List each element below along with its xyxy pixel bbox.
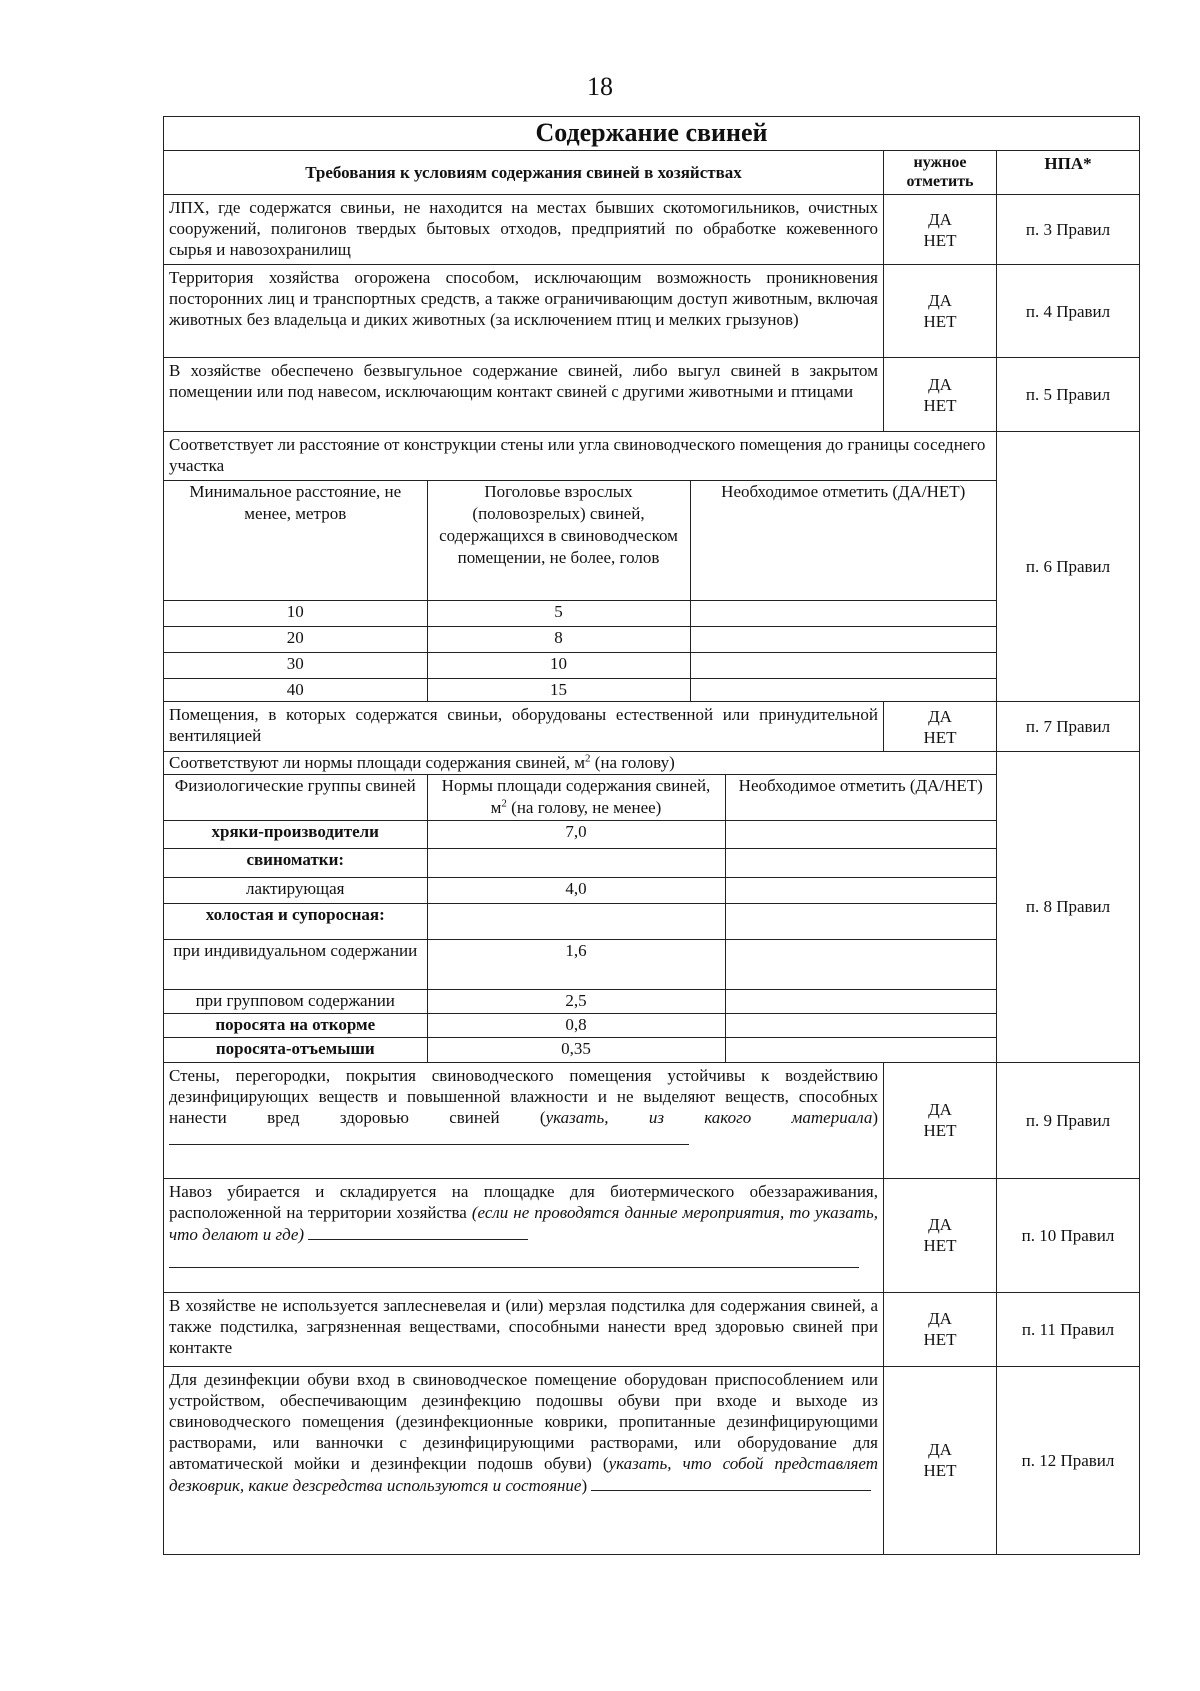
area-question-text: Соответствуют ли нормы площади содержания свиней, м bbox=[169, 753, 586, 772]
mark-cell[interactable] bbox=[690, 679, 996, 702]
yes-no-choice[interactable] bbox=[884, 1062, 997, 1178]
mark-cell[interactable] bbox=[725, 1038, 996, 1062]
requirement-text bbox=[164, 1366, 884, 1554]
yes-no-choice[interactable] bbox=[884, 702, 997, 752]
group-name: хряки-производители bbox=[164, 821, 427, 849]
yes-no-choice[interactable] bbox=[884, 195, 997, 265]
yes-no-choice[interactable] bbox=[884, 265, 997, 358]
manure-answer-line[interactable] bbox=[308, 1223, 528, 1240]
area-question-tail: (на голову) bbox=[590, 753, 675, 772]
norm-value: 1,6 bbox=[427, 940, 725, 990]
npa-reference: п. 11 Правил bbox=[997, 1292, 1140, 1366]
area-block bbox=[164, 752, 997, 1063]
yes-option[interactable]: ДА bbox=[928, 291, 952, 310]
mark-cell[interactable] bbox=[725, 904, 996, 940]
distance-question: Соответствует ли расстояние от конструкции стены или угла свиноводческого помещения до границы соседнего участка bbox=[169, 435, 986, 475]
bedding-row bbox=[164, 1292, 1140, 1366]
yes-option[interactable]: ДА bbox=[928, 1309, 952, 1328]
requirements-header: Требования к условиям содержания свиней в хозяйствах bbox=[164, 151, 884, 195]
mark-header bbox=[884, 151, 997, 195]
area-question bbox=[164, 752, 996, 774]
ventilation-row bbox=[164, 702, 1140, 752]
requirement-text: Помещения, в которых содержатся свиньи, оборудованы естественной или принудительной вентиляцией bbox=[164, 702, 884, 752]
walls-instruction: указать, из какого материала bbox=[545, 1107, 873, 1127]
norm-col-header bbox=[427, 775, 725, 821]
area-question-sup: 2 bbox=[585, 752, 591, 765]
requirement-text: В хозяйстве не используется заплесневелая и (или) мерзлая подстилка для содержания свиней, а также подстилка, загрязненная веществами, способными нанести вред здоровью свиней при контакте bbox=[164, 1292, 884, 1366]
npa-reference: п. 10 Правил bbox=[997, 1178, 1140, 1292]
mark-col-header: Необходимое отметить (ДА/НЕТ) bbox=[690, 481, 996, 601]
norm-value bbox=[427, 849, 725, 878]
distance-table bbox=[164, 480, 996, 701]
group-name: холостая и супоросная: bbox=[164, 904, 427, 940]
group-col-header: Физиологические группы свиней bbox=[164, 775, 427, 821]
npa-reference: п. 8 Правил bbox=[997, 752, 1140, 1063]
norm-value: 2,5 bbox=[427, 990, 725, 1014]
pig-keeping-checklist bbox=[163, 116, 1139, 1555]
distance-col-header: Минимальное расстояние, не менее, метров bbox=[164, 481, 427, 601]
group-name: при индивидуальном содержании bbox=[164, 940, 427, 990]
disinfection-answer-line[interactable] bbox=[591, 1474, 871, 1491]
no-option[interactable]: НЕТ bbox=[923, 727, 957, 747]
npa-reference: п. 5 Правил bbox=[997, 358, 1140, 432]
disinfection-close: ) bbox=[581, 1475, 588, 1495]
mark-header-line1: нужное bbox=[913, 154, 967, 171]
distance-value: 40 bbox=[164, 679, 427, 702]
mark-cell[interactable] bbox=[725, 940, 996, 990]
heads-col-header: Поголовье взрослых (половозрелых) свиней, содержащихся в свиноводческом помещении, не более, голов bbox=[427, 481, 690, 601]
mark-cell[interactable] bbox=[725, 849, 996, 878]
heads-value: 8 bbox=[427, 627, 690, 653]
npa-header: НПА* bbox=[997, 151, 1140, 195]
yes-no-choice[interactable] bbox=[884, 1366, 997, 1554]
no-option[interactable]: НЕТ bbox=[923, 312, 957, 331]
manure-text: Навоз убирается и складируется на площадке для биотермического обеззараживания, расположенной на территории хозяйства bbox=[169, 1181, 878, 1222]
mark-cell[interactable] bbox=[690, 601, 996, 627]
npa-reference: п. 9 Правил bbox=[997, 1062, 1140, 1178]
area-table bbox=[164, 774, 996, 1062]
no-option[interactable]: НЕТ bbox=[923, 1330, 957, 1349]
npa-reference: п. 12 Правил bbox=[997, 1366, 1140, 1554]
norm-value: 4,0 bbox=[427, 878, 725, 904]
page-number: 18 bbox=[587, 72, 613, 101]
requirement-text: Территория хозяйства огорожена способом, исключающим возможность проникновения посторонних лиц и транспортных средств, а также ограничивающим доступ животным, включая животных без владельца и диких животных (за исключением птиц и мелких грызунов) bbox=[164, 265, 884, 358]
norm-col-header-text: Нормы площади содержания свиней, м bbox=[441, 776, 711, 817]
norm-col-header-tail: (на голову, не менее) bbox=[506, 798, 662, 817]
no-option[interactable]: НЕТ bbox=[923, 1121, 957, 1140]
npa-reference: п. 3 Правил bbox=[997, 195, 1140, 265]
walls-row bbox=[164, 1062, 1140, 1178]
mark-cell[interactable] bbox=[725, 990, 996, 1014]
manure-answer-line-2[interactable] bbox=[169, 1245, 859, 1268]
npa-reference: п. 7 Правил bbox=[997, 702, 1140, 752]
checklist-table bbox=[163, 116, 1140, 1555]
npa-reference: п. 6 Правил bbox=[997, 432, 1140, 702]
group-name: при групповом содержании bbox=[164, 990, 427, 1014]
heads-value: 5 bbox=[427, 601, 690, 627]
walls-close: ) bbox=[872, 1107, 878, 1127]
yes-option[interactable]: ДА bbox=[928, 1440, 952, 1459]
yes-option[interactable]: ДА bbox=[928, 706, 952, 726]
yes-no-choice[interactable] bbox=[884, 358, 997, 432]
mark-header-line2: отметить bbox=[906, 173, 974, 190]
requirement-row bbox=[164, 195, 1140, 265]
norm-col-header-sup: 2 bbox=[501, 797, 507, 810]
norm-value: 0,8 bbox=[427, 1014, 725, 1038]
no-option[interactable]: НЕТ bbox=[923, 1461, 957, 1480]
disinfection-row bbox=[164, 1366, 1140, 1554]
distance-value: 30 bbox=[164, 653, 427, 679]
walls-text: Стены, перегородки, покрытия свиноводческого помещения устойчивы к воздействию дезинфицирующих веществ и повышенной влажности и не выделяют веществ, способных нанести вред здоровью свиней ( bbox=[169, 1065, 878, 1127]
yes-option[interactable]: ДА bbox=[928, 209, 952, 229]
yes-no-choice[interactable] bbox=[884, 1292, 997, 1366]
walls-answer-line[interactable] bbox=[169, 1128, 689, 1145]
section-title: Содержание свиней bbox=[164, 117, 1140, 151]
distance-section bbox=[164, 432, 1140, 702]
distance-value: 20 bbox=[164, 627, 427, 653]
requirement-text bbox=[164, 1062, 884, 1178]
group-name: поросята-отъемыши bbox=[164, 1038, 427, 1062]
requirement-text: ЛПХ, где содержатся свиньи, не находится на местах бывших скотомогильников, очистных сооружений, полигонов твердых бытовых отходов, предприятий по обработке кожевенного сырья и навозохранилищ bbox=[164, 195, 884, 265]
npa-reference: п. 4 Правил bbox=[997, 265, 1140, 358]
no-option[interactable]: НЕТ bbox=[923, 1236, 957, 1255]
group-name: свиноматки: bbox=[164, 849, 427, 878]
disinfection-instruction: указать, что собой представляет дезковрик, какие дезсредства используются и состояние bbox=[169, 1453, 879, 1495]
norm-value: 0,35 bbox=[427, 1038, 725, 1062]
mark-col-header: Необходимое отметить (ДА/НЕТ) bbox=[725, 775, 996, 821]
yes-option[interactable]: ДА bbox=[928, 374, 952, 394]
manure-instruction: (если не проводятся данные мероприятия, то указать, что делают и где) bbox=[169, 1202, 879, 1244]
yes-option[interactable]: ДА bbox=[928, 1215, 952, 1234]
distance-block bbox=[164, 432, 997, 702]
area-section bbox=[164, 752, 1140, 1063]
requirement-text: В хозяйстве обеспечено безвыгульное содержание свиней, либо выгул свиней в закрытом помещении или под навесом, исключающим контакт свиней с другими животными и птицами bbox=[164, 358, 884, 432]
distance-value: 10 bbox=[164, 601, 427, 627]
mark-cell[interactable] bbox=[690, 653, 996, 679]
heads-value: 15 bbox=[427, 679, 690, 702]
no-option[interactable]: НЕТ bbox=[923, 395, 957, 415]
norm-value: 7,0 bbox=[427, 821, 725, 849]
mark-cell[interactable] bbox=[725, 878, 996, 904]
yes-option[interactable]: ДА bbox=[928, 1100, 952, 1119]
no-option[interactable]: НЕТ bbox=[923, 230, 957, 250]
mark-cell[interactable] bbox=[725, 821, 996, 849]
group-name: лактирующая bbox=[164, 878, 427, 904]
norm-value bbox=[427, 904, 725, 940]
requirement-row bbox=[164, 265, 1140, 358]
heads-value: 10 bbox=[427, 653, 690, 679]
manure-row bbox=[164, 1178, 1140, 1292]
yes-no-choice[interactable] bbox=[884, 1178, 997, 1292]
group-name: поросята на откорме bbox=[164, 1014, 427, 1038]
requirement-text bbox=[164, 1178, 884, 1292]
disinfection-text: Для дезинфекции обуви вход в свиноводческое помещение оборудован приспособлением или устройством, обеспечивающим дезинфекцию подошвы обуви при входе и выходе из свиноводческого помещения (дезинфекционные коврики, пропитанные дезинфицирующими растворами, или ванночки с дезинфицирующими растворами, или оборудование для автоматической мойки и дезинфекции подошв обуви) ( bbox=[169, 1369, 878, 1473]
requirement-row bbox=[164, 358, 1140, 432]
mark-cell[interactable] bbox=[690, 627, 996, 653]
mark-cell[interactable] bbox=[725, 1014, 996, 1038]
